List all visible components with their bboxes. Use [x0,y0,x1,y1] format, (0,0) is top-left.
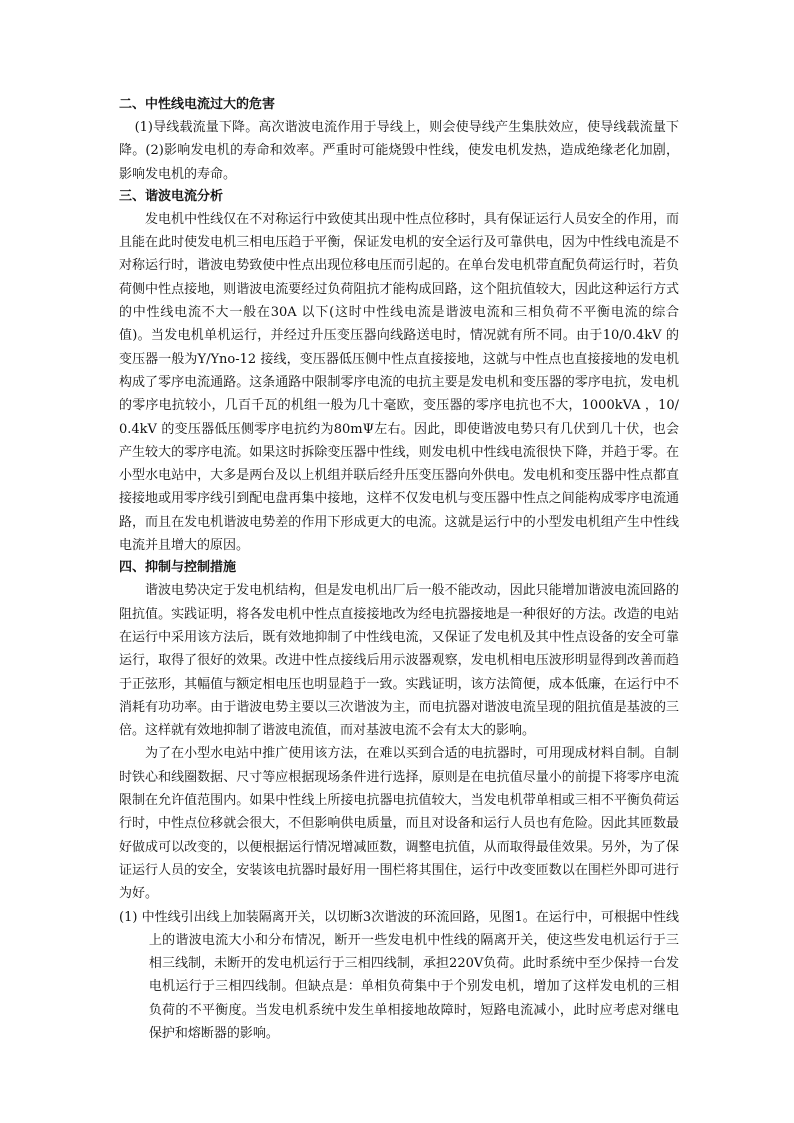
section-heading-harmonic-analysis: 三、谐波电流分析 [119,188,224,204]
section-heading-suppression-measures: 四、抑制与控制措施 [119,560,237,576]
paragraph-harmonic-analysis: 发电机中性线仅在不对称运行中致使其出现中性点位移时，具有保证运行人员安全的作用，而且能在此时使发电机三相电压趋于平衡，保证发电机的安全运行及可靠供电，因为中性线电流是不对称运行时，谐波电势致使中性点出现位移电压而引起的。在单台发电机带直配负荷运行时，若负荷侧中性点接地，则谐波电流要经过负荷阻抗才能构成回路，这个阻抗值较大，因此这种运行方式的中性线电流不大一般在30A 以下(这时中性线电流是谐波电流和三相负荷不平衡电流的综合值)。当发电机单机运行，并经过升压变压器向线路送电时，情况就有所不同。由于10/0.4kV 的变压器一般为Y/Yno-12 接线，变压器低压侧中性点直接接地，这就与中性点也直接接地的发电机构成了零序电流通路。这条通路中限制零序电流的电抗主要是发电机和变压器的零序电抗，发电机的零序电抗较小，几百千瓦的机组一般为几十毫欧，变压器的零序电抗也不大，1000kVA ，10/0.4kV 的变压器低压侧零序电抗约为80mΨ左右。因此，即使谐波电势只有几伏到几十伏，也会产生较大的零序电流。如果这时拆除变压器中性线，则发电机中性线电流很快下降，并趋于零。在小型水电站中，大多是两台及以上机组并联后经升压变压器向外供电。发电机和变压器中性点都直接接地或用零序线引到配电盘再集中接地，这样不仅发电机与变压器中性点之间能构成零序电流通路，而且在发电机谐波电势差的作用下形成更大的电流。这就是运行中的小型发电机组产生中性线电流并且增大的原因。 [119,211,679,554]
paragraph-suppression-2: 为了在小型水电站中推广使用该方法，在难以买到合适的电抗器时，可用现成材料自制。自制时铁心和线圈数据、尺寸等应根据现场条件进行选择，原则是在电抗值尽量小的前提下将零序电流限制在允许值范围内。如果中性线上所接电抗器电抗值较大，当发电机带单相或三相不平衡负荷运行时，中性点位移就会很大，不但影响供电质量，而且对设备和运行人员也有危险。因此其匝数最好做成可以改变的，以便根据运行情况增减匝数，调整电抗值，从而取得最佳效果。另外，为了保证运行人员的安全，安装该电抗器时最好用一围栏将其围住，运行中改变匝数以在围栏外即可进行为好。 [119,746,679,902]
paragraph-hazards: (1)导线载流量下降。高次谐波电流作用于导线上，则会使导线产生集肤效应，使导线载流量下降。(2)影响发电机的寿命和效率。严重时可能烧毁中性线，使发电机发热，造成绝缘老化加剧，影响发电机的寿命。 [119,120,679,182]
list-item-isolating-switch: (1) 中性线引出线上加装隔离开关，以切断3次谐波的环流回路，见图1。在运行中，可根据中性线上的谐波电流大小和分布情况，断开一些发电机中性线的隔离开关，使这些发电机运行于三相三线制，未断开的发电机运行于三相四线制，承担220V负荷。此时系统中至少保持一台发电机运行于三相四线制。但缺点是：单相负荷集中于个别发电机，增加了这样发电机的三相负荷的不平衡度。当发电机系统中发生单相接地故障时，短路电流减小，此时应考虑对继电保护和熔断器的影响。 [119,909,679,1041]
document-page [119,94,679,1045]
paragraph-suppression-1: 谐波电势决定于发电机结构，但是发电机出厂后一般不能改动，因此只能增加谐波电流回路的阻抗值。实践证明，将各发电机中性点直接接地改为经电抗器接地是一种很好的方法。改造的电站在运行中采用该方法后，既有效地抑制了中性线电流，又保证了发电机及其中性点设备的安全可靠运行，取得了很好的效果。改进中性点接线后用示波器观察，发电机相电压波形明显得到改善而趋于正弦形，其幅值与额定相电压也明显趋于一致。实践证明，该方法简便，成本低廉，在运行中不消耗有功功率。由于谐波电势主要以三次谐波为主，而电抗器对谐波电流呈现的阻抗值是基波的三倍。这样就有效地抑制了谐波电流值，而对基波电流不会有太大的影响。 [119,583,679,739]
section-heading-hazards: 二、中性线电流过大的危害 [119,97,276,112]
